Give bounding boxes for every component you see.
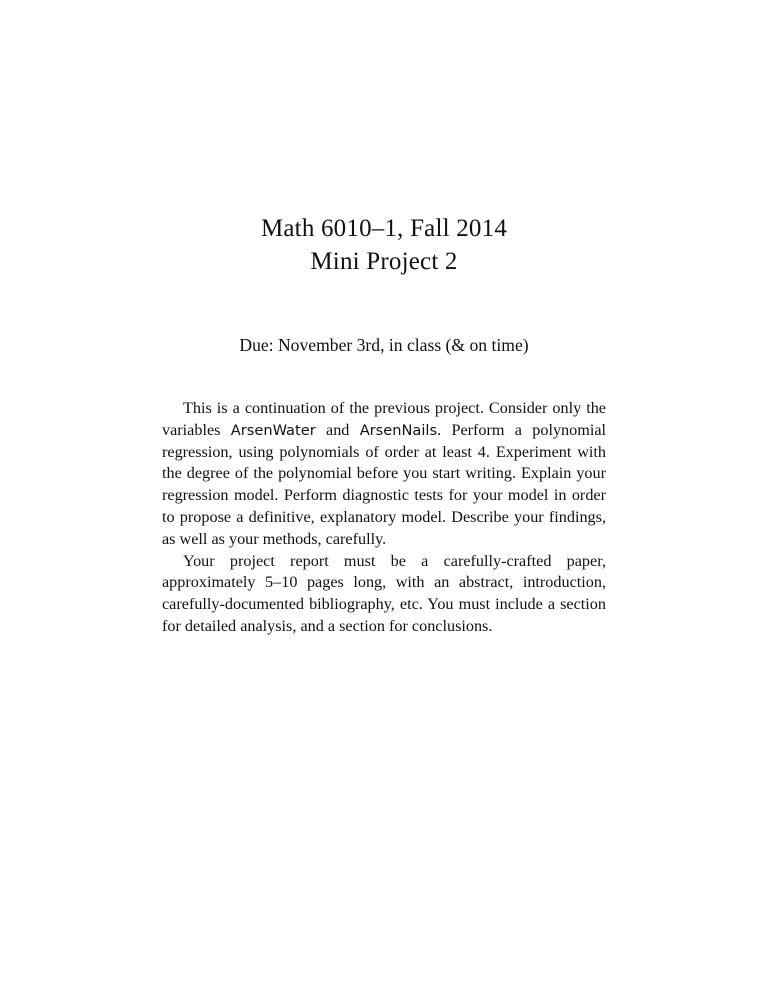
conjunction-and: and: [315, 420, 360, 439]
title-block: [0, 212, 768, 278]
variable-arsen-water: ArsenWater: [230, 421, 316, 439]
due-date: Due: November 3rd, in class (& on time): [239, 335, 529, 355]
body-text: [162, 398, 606, 638]
paragraph-1-intro: This is a continuation of the previous project. Consider only the variables: [162, 399, 606, 439]
course-title: Math 6010–1, Fall 2014: [260, 215, 508, 242]
paragraph-2: Your project report must be a carefully-crafted paper, approximately 5–10 pages long, with an abstract, introduction, carefully-documented bibliography, etc. You must include a section for detailed analysis, and a section for conclusions.: [162, 551, 606, 635]
project-title: Mini Project 2: [310, 248, 458, 275]
paragraph-1-rest: . Perform a polynomial regression, using polynomials of order at least 4. Experiment with the degree of the polynomial before you start writing. Explain your regression model. Perform diagnostic tests for your model in order to propose a definitive, explanatory model. Describe your findings, as well as your methods, carefully.: [162, 420, 607, 548]
variable-arsen-nails: ArsenNails: [359, 421, 438, 439]
paragraph-1: [162, 398, 606, 551]
